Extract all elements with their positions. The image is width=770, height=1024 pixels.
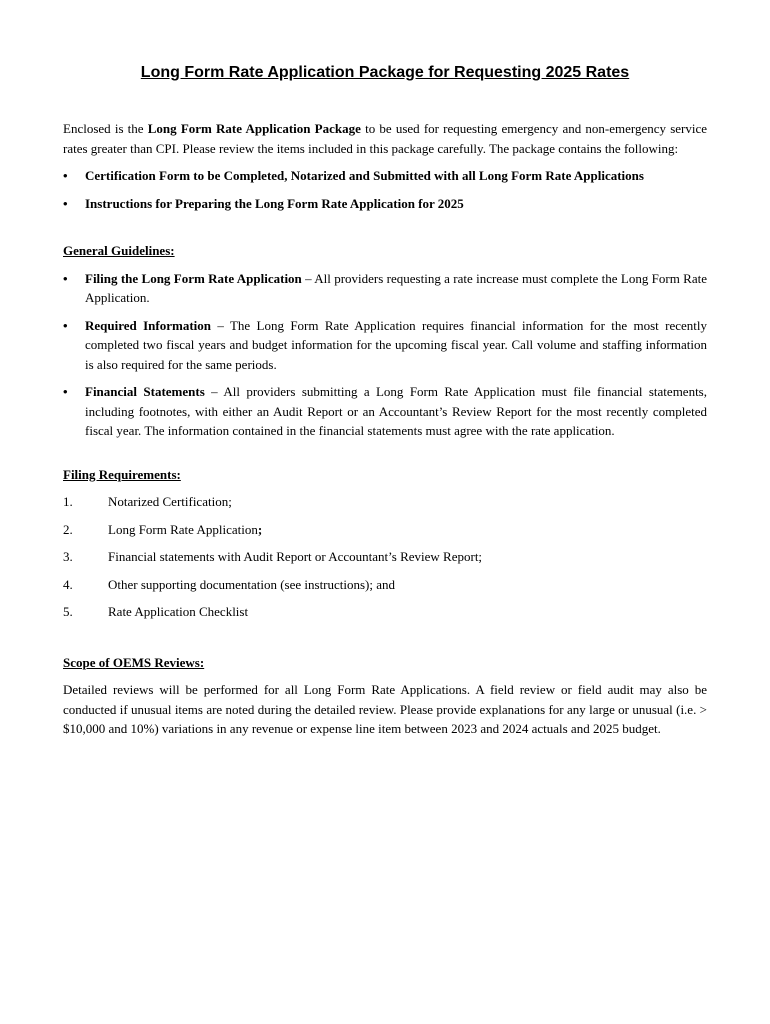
requirement-text (108, 575, 395, 595)
requirement-text (108, 547, 482, 567)
general-guidelines-heading: General Guidelines: (63, 243, 175, 258)
requirement-text (108, 602, 248, 622)
bullet-icon: • (63, 317, 68, 333)
item-number: 4. (63, 576, 73, 592)
requirement-text (108, 520, 262, 540)
intro-paragraph (63, 119, 707, 158)
guideline-text: – The Long Form Rate Application requires financial information for the most recently completed two fiscal years and budget information for the upcoming fiscal year. Call volume and staffing information is also required for the same periods. (85, 317, 708, 372)
list-item (63, 269, 707, 308)
bullet-icon: • (63, 168, 68, 183)
requirement-suffix: ; (257, 521, 263, 537)
bullet-icon: • (63, 195, 68, 211)
list-item (63, 194, 707, 214)
package-item-text: Certification Form to be Completed, Notarized and Submitted with all Long Form Rate Applications (85, 168, 644, 183)
bullet-icon: • (63, 270, 68, 286)
page-title: Long Form Rate Application Package for Requesting 2025 Rates (140, 64, 630, 81)
guideline-title: Filing the Long Form Rate Application (85, 270, 302, 286)
requirement-label: Rate Application Checklist (108, 604, 249, 619)
list-item (63, 492, 707, 512)
document-page (63, 62, 707, 739)
list-item (63, 382, 707, 441)
scope-paragraph: Detailed reviews will be performed for all Long Form Rate Applications. A field review or field audit may also be conducted if unusual items are noted during the detailed review. Please provide explanations for any large or unusual (i.e. > $10,000 and 10%) variations in any revenue or expense line item between 2023 and 2024 actuals and 2025 budget. (63, 682, 707, 736)
package-items-list (63, 166, 707, 213)
package-item-text: Instructions for Preparing the Long Form Rate Application for 2025 (85, 195, 464, 211)
requirement-text (108, 492, 232, 512)
list-item (63, 316, 707, 375)
list-item (63, 520, 707, 540)
guideline-text: – All providers requesting a rate increase must complete the Long Form Rate Application. (85, 270, 707, 305)
item-number: 2. (63, 521, 73, 537)
bullet-icon: • (63, 384, 68, 399)
item-number: 3. (63, 549, 73, 564)
filing-requirements-list (63, 492, 707, 622)
filing-requirements-heading: Filing Requirements: (63, 466, 181, 482)
item-number: 1. (63, 494, 73, 509)
intro-text-start: Enclosed is the (63, 121, 148, 136)
list-item (63, 547, 707, 567)
item-number: 5. (63, 604, 73, 619)
requirement-label: Notarized Certification; (108, 494, 232, 509)
general-guidelines-list (63, 269, 707, 441)
requirement-label: Financial statements with Audit Report or Accountant’s Review Report; (108, 549, 483, 564)
guideline-text: – All providers submitting a Long Form Rate Application must file financial statements, including footnotes, with either an Audit Report or an Accountant’s Review Report for the most recently completed fiscal year. The information contained in the financial statements must agree with the rate application. (85, 384, 707, 438)
intro-text-end: to be used for requesting emergency and non-emergency service rates greater than CPI. Please review the items included in this package carefully. The package contains the following: (63, 121, 707, 156)
requirement-label: Long Form Rate Application (108, 521, 258, 537)
guideline-title: Required Information (85, 317, 212, 333)
list-item (63, 166, 707, 186)
guideline-title: Financial Statements (85, 384, 205, 399)
intro-package-name: Long Form Rate Application Package (147, 121, 361, 136)
scope-heading: Scope of OEMS Reviews: (63, 654, 205, 670)
list-item (63, 602, 707, 622)
list-item (63, 575, 707, 595)
requirement-label: Other supporting documentation (see instructions); and (108, 576, 396, 592)
